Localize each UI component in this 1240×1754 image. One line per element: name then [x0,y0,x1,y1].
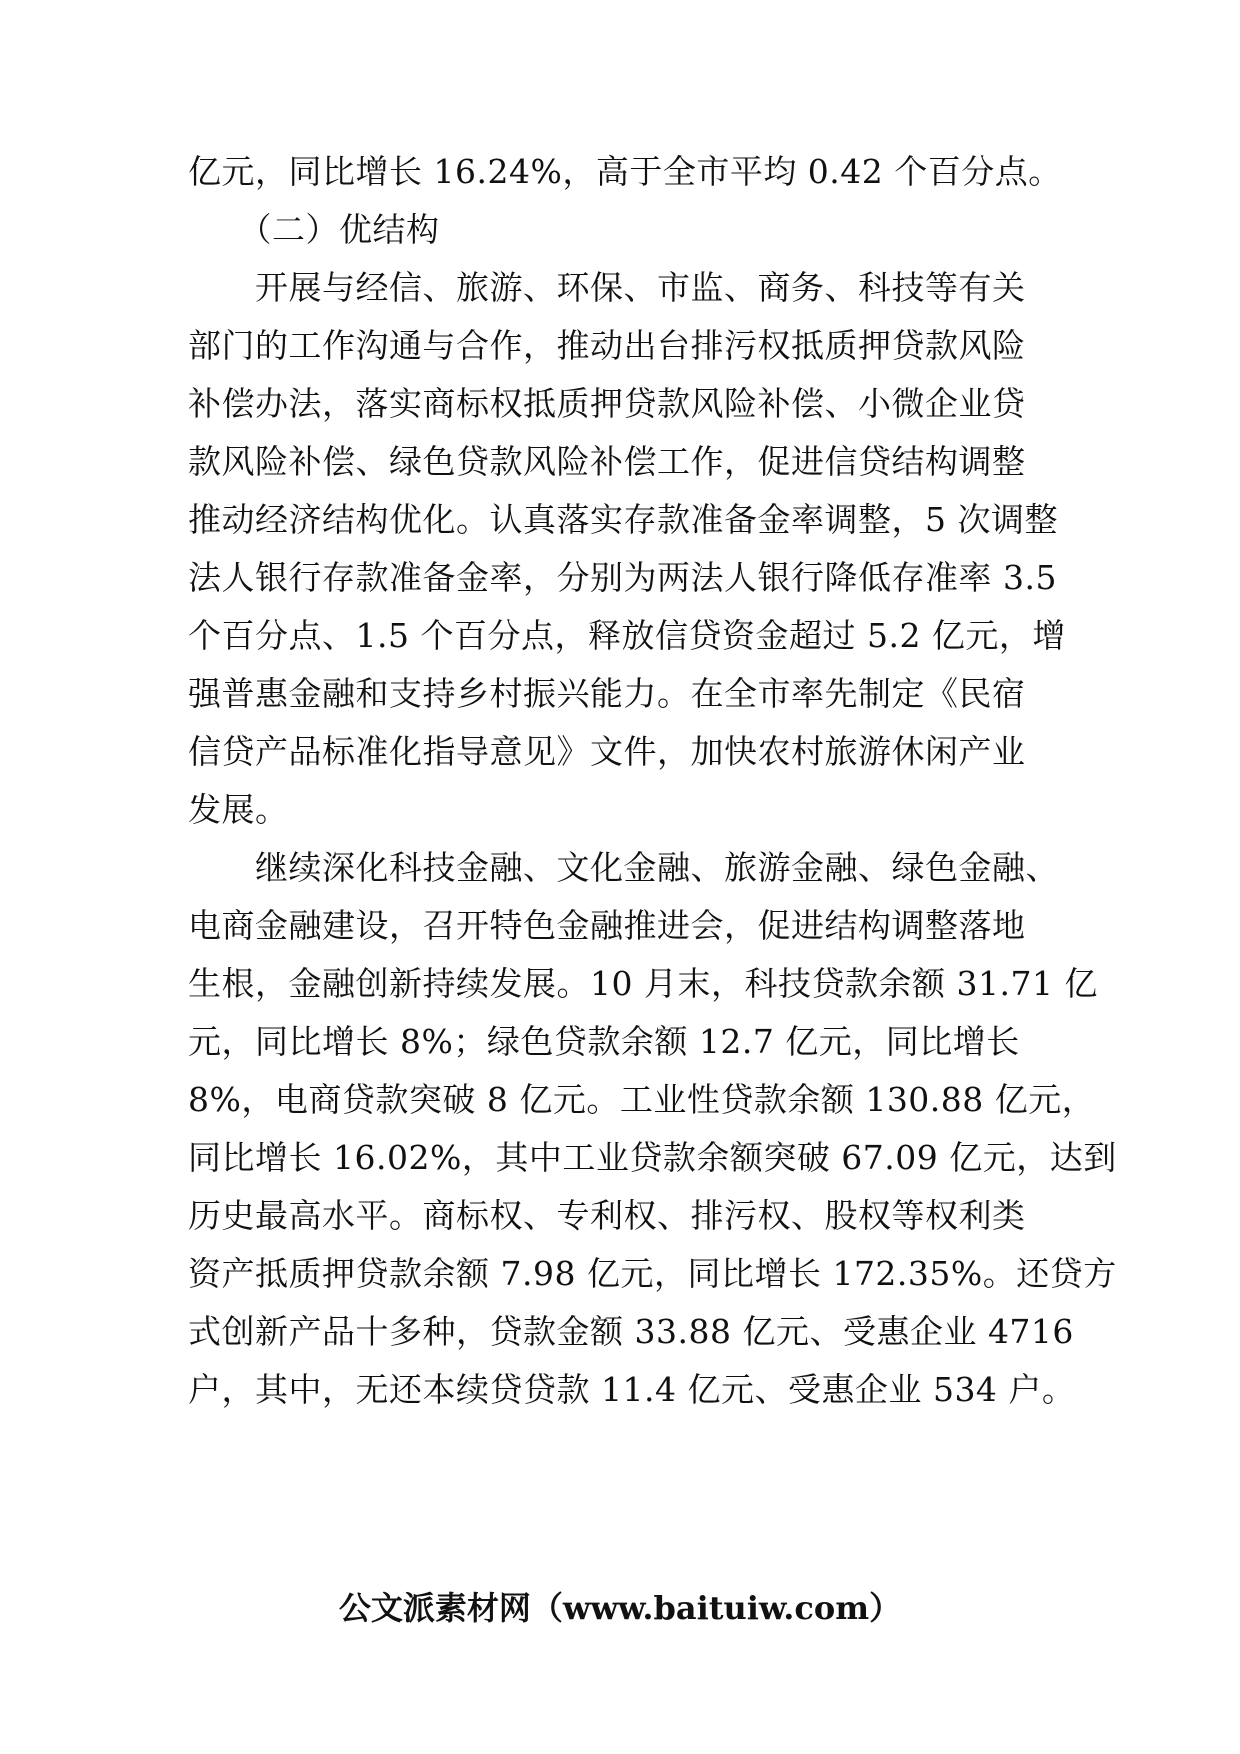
text-line: 元，同比增长 8%；绿色贷款余额 12.7 亿元，同比增长 [188,1022,1020,1061]
text-line: 推动经济结构优化。认真落实存款准备金率调整，5 次调整 [188,500,1058,539]
text-line: 个百分点、1.5 个百分点，释放信贷资金超过 5.2 亿元，增 [188,616,1066,655]
text-line: 强普惠金融和支持乡村振兴能力。在全市率先制定《民宿 [188,674,1026,713]
section-heading: （二）优结构 [188,210,440,249]
text-line: 式创新产品十多种，贷款金额 33.88 亿元、受惠企业 4716 [188,1312,1074,1351]
text-line: 信贷产品标准化指导意见》文件，加快农村旅游休闲产业 [188,732,1026,771]
text-line: 部门的工作沟通与合作，推动出台排污权抵质押贷款风险 [188,326,1026,365]
text-line: 户，其中，无还本续贷贷款 11.4 亿元、受惠企业 534 户。 [188,1370,1076,1409]
text-line: 发展。 [188,790,289,829]
text-line: 法人银行存款准备金率，分别为两法人银行降低存准率 3.5 [188,558,1057,597]
text-line: 亿元，同比增长 16.24%，高于全市平均 0.42 个百分点。 [188,152,1062,191]
text-line: 历史最高水平。商标权、专利权、排污权、股权等权利类 [188,1196,1026,1235]
text-line: 开展与经信、旅游、环保、市监、商务、科技等有关 [188,268,1026,307]
text-line: 继续深化科技金融、文化金融、旅游金融、绿色金融、 [188,848,1059,887]
text-line: 电商金融建设，召开特色金融推进会，促进结构调整落地 [188,906,1026,945]
footer-watermark: 公文派素材网（www.baituiw.com） [338,1589,902,1627]
text-line: 生根，金融创新持续发展。10 月末，科技贷款余额 31.71 亿 [188,964,1098,1003]
text-line: 8%，电商贷款突破 8 亿元。工业性贷款余额 130.88 亿元， [188,1080,1096,1119]
text-line: 同比增长 16.02%，其中工业贷款余额突破 67.09 亿元，达到 [188,1138,1117,1177]
text-line: 资产抵质押贷款余额 7.98 亿元，同比增长 172.35%。还贷方 [188,1254,1117,1293]
text-line: 补偿办法，落实商标权抵质押贷款风险补偿、小微企业贷 [188,384,1026,423]
text-line: 款风险补偿、绿色贷款风险补偿工作，促进信贷结构调整 [188,442,1026,481]
